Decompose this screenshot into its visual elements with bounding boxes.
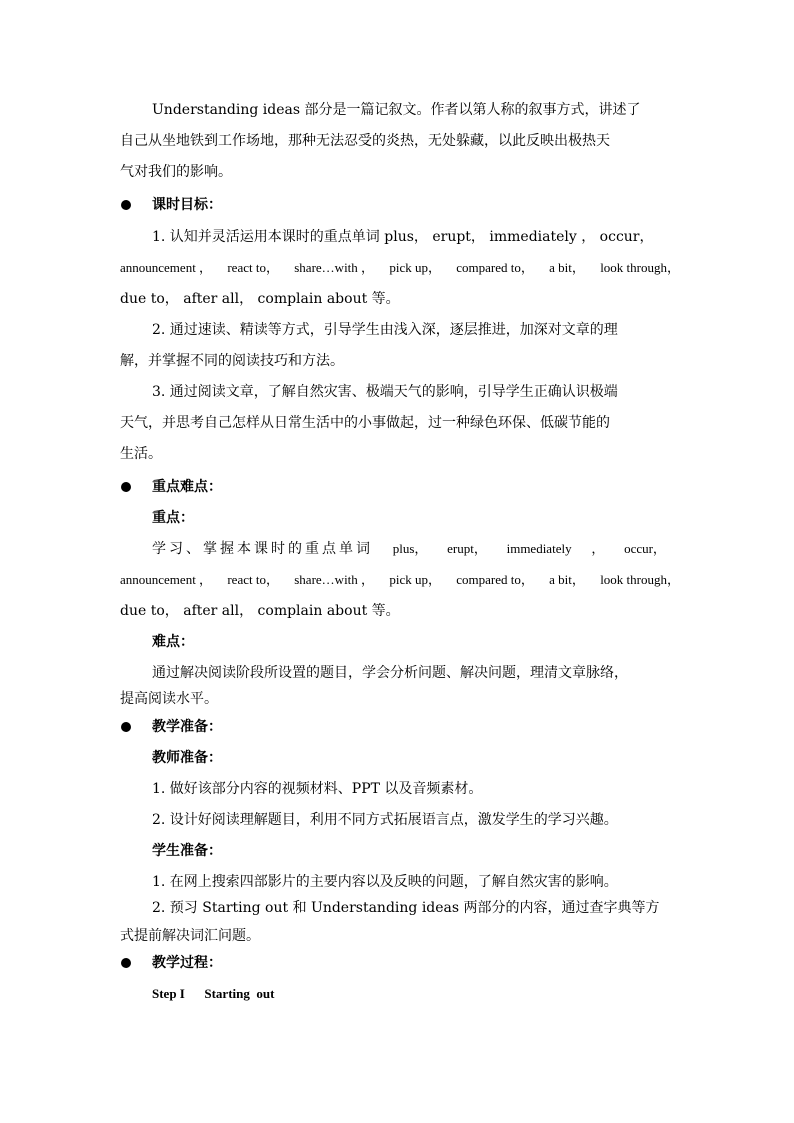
section-heading-preparation: 教学准备： <box>152 719 222 735</box>
vocab-word: compared to， <box>456 572 534 587</box>
vocab-word: pick up， <box>389 572 441 587</box>
intro-line-1: Understanding ideas 部分是一篇记叙文。作者以第人称的叙事方式，讲述了 <box>152 102 641 118</box>
intro-line-2: 自己从坐地铁到工作场地，那种无法忍受的炎热，无处躲藏，以此反映出极热天 <box>120 133 610 149</box>
vocab-word: look through， <box>600 260 680 275</box>
intro-line-3: 气对我们的影响。 <box>120 164 232 180</box>
objective-3-line-3: 生活。 <box>120 446 162 462</box>
vocab-word: share…with ， <box>294 260 375 275</box>
vocab-word: occur， <box>624 541 666 556</box>
key-points-line-2 <box>120 570 680 590</box>
teacher-prep-2: 2. 设计好阅读理解题目，利用不同方式拓展语言点，激发学生的学习兴趣。 <box>152 812 618 828</box>
vocab-word: announcement ， <box>120 260 213 275</box>
key-text: 学习、掌握本课时的重点单词 <box>152 541 373 557</box>
vocab-word: react to， <box>227 260 279 275</box>
teacher-prep-label: 教师准备： <box>152 750 222 766</box>
key-points-line-1 <box>152 539 666 559</box>
section-heading-key-points: 重点难点： <box>152 479 222 495</box>
step-title: Step I Starting out <box>152 986 275 1001</box>
objective-2-line-1: 2. 通过速读、精读等方式，引导学生由浅入深，逐层推进，加深对文章的理 <box>152 322 618 338</box>
objective-1-line-2 <box>120 258 680 278</box>
bullet-icon <box>121 958 131 968</box>
vocab-word: react to， <box>227 572 279 587</box>
vocab-word: compared to， <box>456 260 534 275</box>
vocab-word: announcement ， <box>120 572 213 587</box>
difficulties-line-2: 提高阅读水平。 <box>120 691 218 707</box>
student-prep-1: 1. 在网上搜索四部影片的主要内容以及反映的问题，了解自然灾害的影响。 <box>152 874 618 890</box>
key-points-label: 重点： <box>152 510 194 526</box>
section-heading-process: 教学过程： <box>152 955 222 971</box>
objective-1-line-3: due to， after all， complain about 等。 <box>120 291 400 307</box>
vocab-word: look through， <box>600 572 680 587</box>
vocab-word: a bit， <box>549 260 585 275</box>
vocab-word: share…with ， <box>294 572 375 587</box>
student-prep-2-line-2: 式提前解决词汇问题。 <box>120 928 260 944</box>
vocab-word: immediately <box>506 541 572 556</box>
bullet-icon <box>121 722 131 732</box>
student-prep-label: 学生准备： <box>152 843 222 859</box>
vocab-word: a bit， <box>549 572 585 587</box>
teacher-prep-1: 1. 做好该部分内容的视频材料、PPT 以及音频素材。 <box>152 781 483 797</box>
vocab-word: erupt， <box>447 541 487 556</box>
bullet-icon <box>121 200 131 210</box>
bullet-icon <box>121 482 131 492</box>
vocab-word: ， <box>591 541 605 556</box>
key-points-line-3: due to， after all， complain about 等。 <box>120 603 400 619</box>
vocab-word: pick up， <box>389 260 441 275</box>
difficulties-line-1: 通过解决阅读阶段所设置的题目，学会分析问题、解决问题，理清文章脉络， <box>152 665 628 681</box>
student-prep-2-line-1: 2. 预习 Starting out 和 Understanding ideas 两部分的内容，通过查字典等方 <box>152 900 660 916</box>
difficulties-label: 难点： <box>152 634 194 650</box>
objective-1-line-1: 1. 认知并灵活运用本课时的重点单词 plus， erupt， immediately ， occur， <box>152 229 654 245</box>
objective-3-line-1: 3. 通过阅读文章，了解自然灾害、极端天气的影响，引导学生正确认识极端 <box>152 384 618 400</box>
vocab-word: plus， <box>392 541 428 556</box>
section-heading-objectives: 课时目标： <box>152 197 222 213</box>
objective-2-line-2: 解，并掌握不同的阅读技巧和方法。 <box>120 353 344 369</box>
objective-3-line-2: 天气，并思考自己怎样从日常生活中的小事做起，过一种绿色环保、低碳节能的 <box>120 415 610 431</box>
